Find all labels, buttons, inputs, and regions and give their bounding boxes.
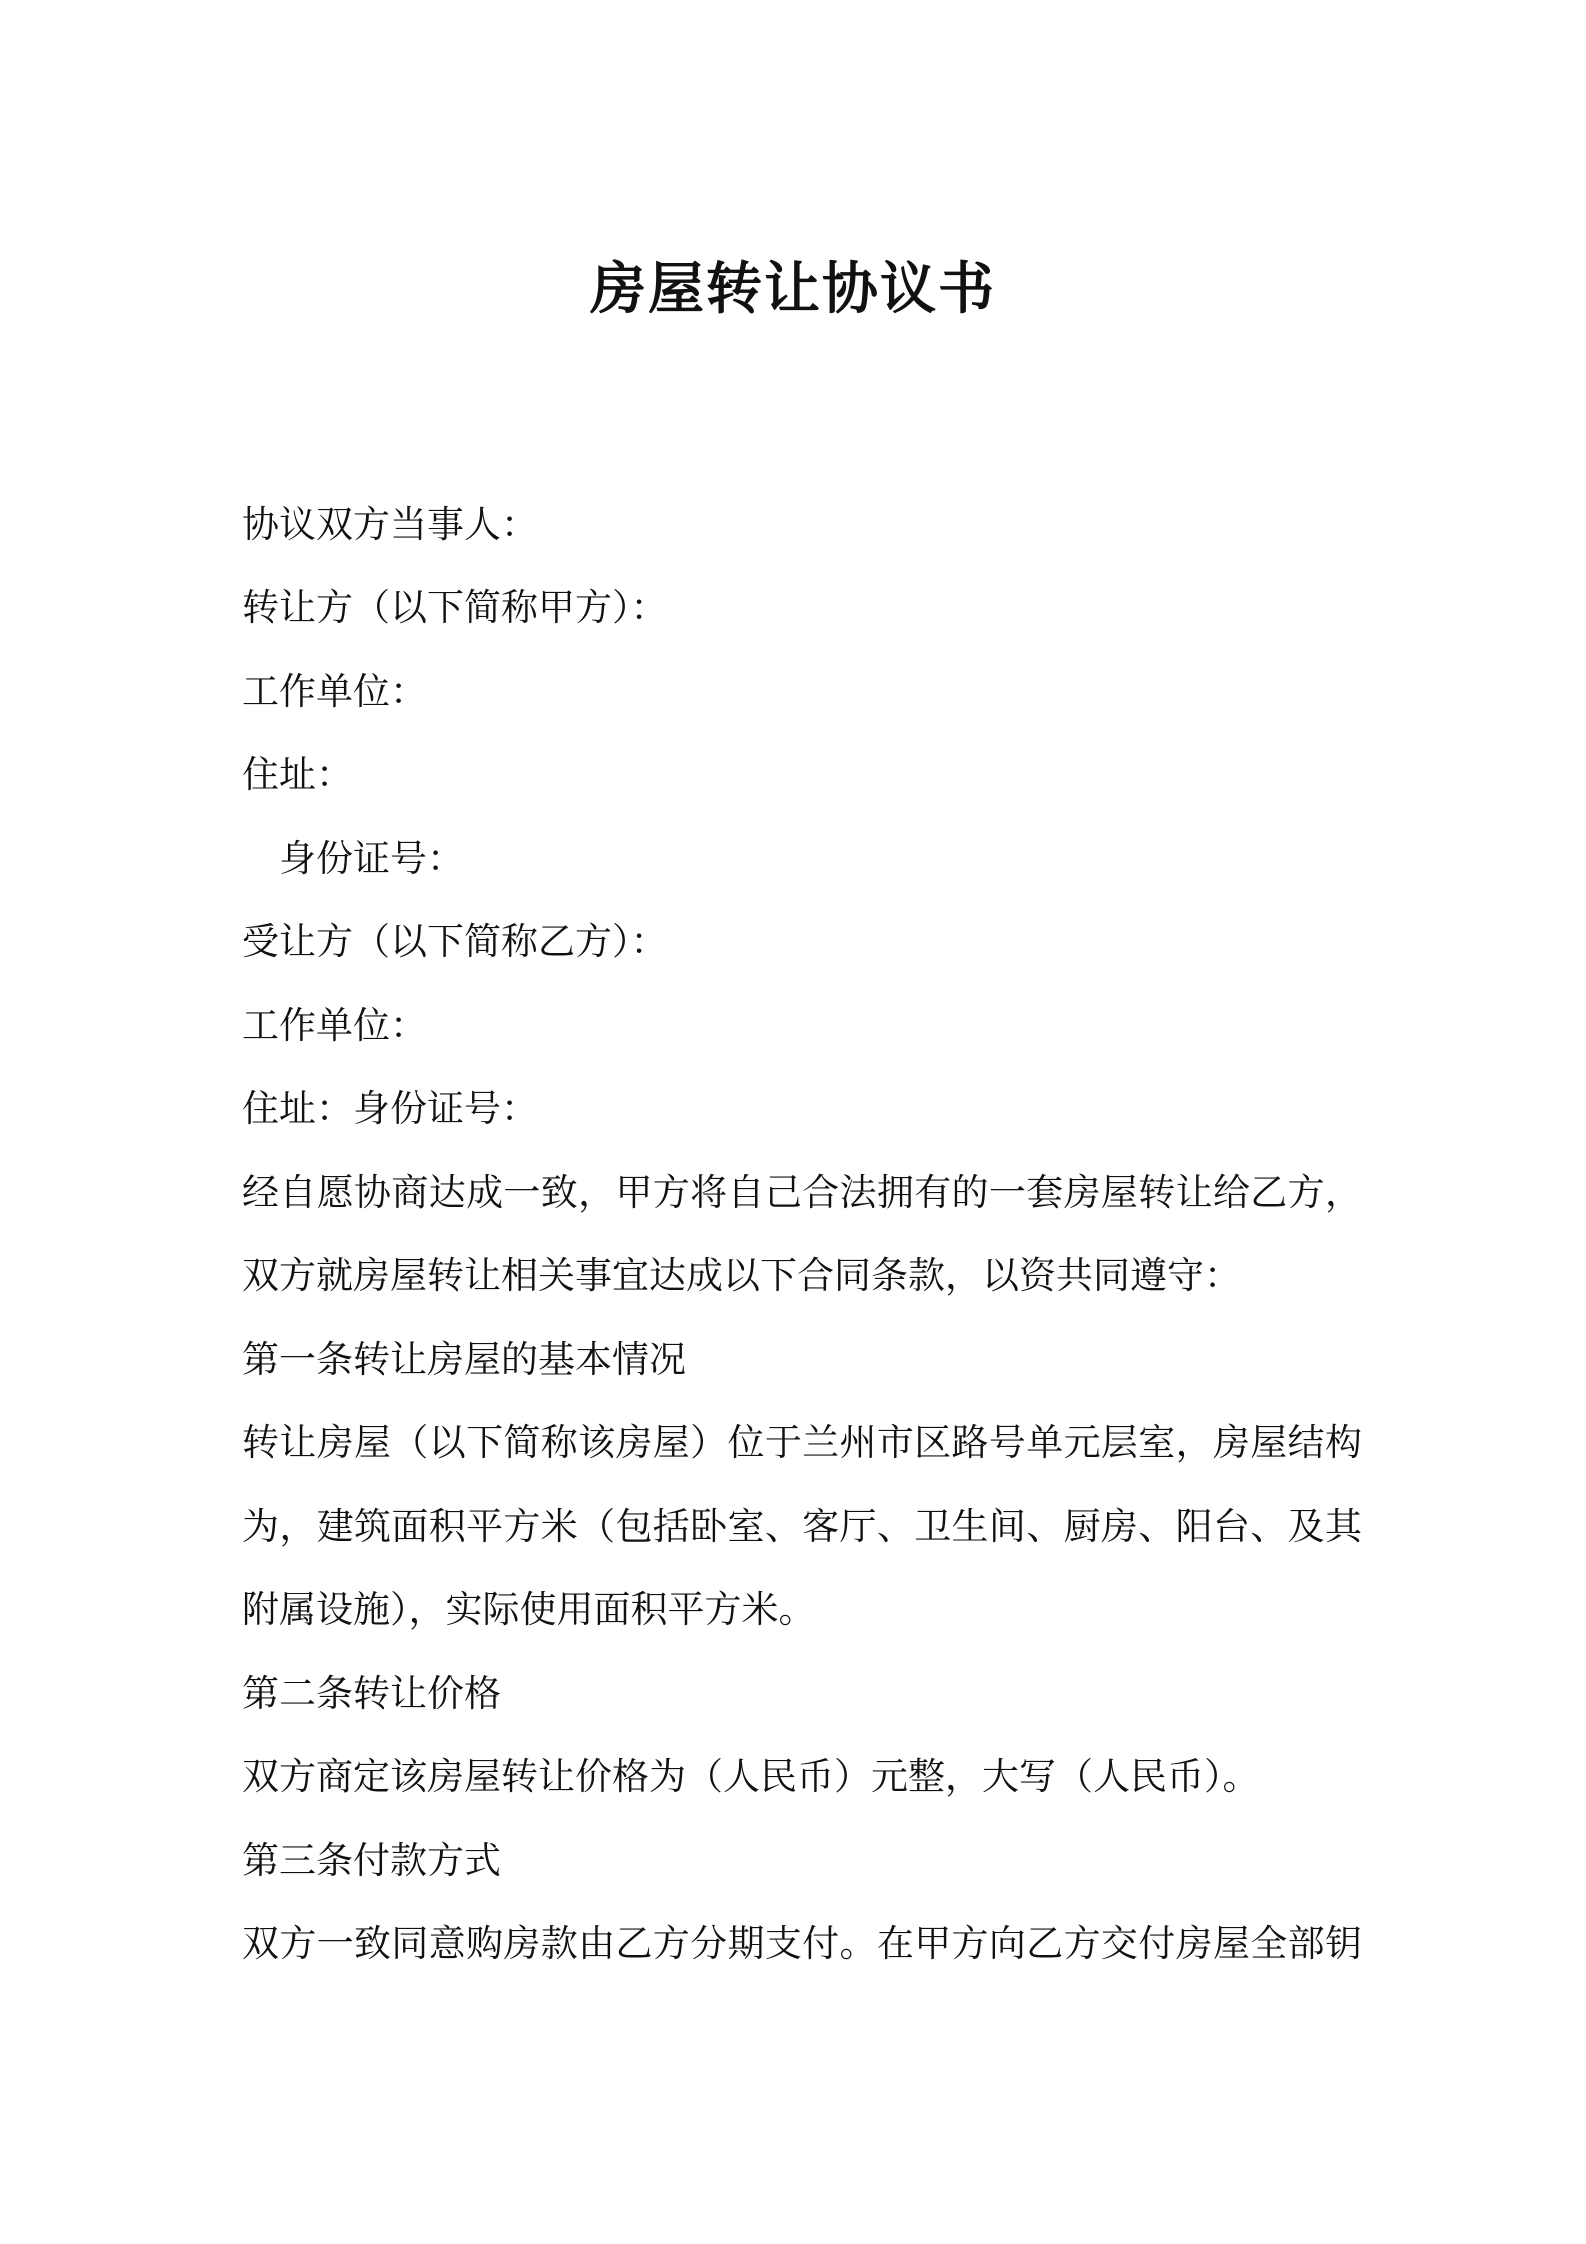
parties-heading: 协议双方当事人：	[242, 503, 538, 546]
article-2-heading: 第二条转让价格	[242, 1672, 501, 1715]
transferee-workplace-label: 工作单位：	[242, 1004, 427, 1047]
article-3-line-1: 双方一致同意购房款由乙方分期支付。在甲方向乙方交付房屋全部钥	[242, 1922, 1362, 1965]
transferor-id-label: 身份证号：	[279, 837, 464, 880]
article-1-line-3: 附属设施），实际使用面积平方米。	[242, 1588, 816, 1631]
article-1-heading: 第一条转让房屋的基本情况	[242, 1338, 686, 1381]
intro-paragraph-line-2: 双方就房屋转让相关事宜达成以下合同条款，以资共同遵守：	[242, 1254, 1241, 1297]
transferee-address-id-label: 住址：身份证号：	[242, 1087, 538, 1130]
transferee-label: 受让方（以下简称乙方）：	[242, 920, 668, 963]
document-title: 房屋转让协议书	[590, 257, 996, 322]
article-1-line-1: 转让房屋（以下简称该房屋）位于兰州市区路号单元层室，房屋结构	[242, 1421, 1362, 1464]
intro-paragraph-line-1: 经自愿协商达成一致，甲方将自己合法拥有的一套房屋转让给乙方，	[242, 1171, 1362, 1214]
transferor-workplace-label: 工作单位：	[242, 670, 427, 713]
article-1-line-2: 为，建筑面积平方米（包括卧室、客厅、卫生间、厨房、阳台、及其	[242, 1505, 1362, 1548]
transferor-address-label: 住址：	[242, 753, 353, 796]
article-2-line-1: 双方商定该房屋转让价格为（人民币）元整，大写（人民币）。	[242, 1755, 1260, 1798]
article-3-heading: 第三条付款方式	[242, 1839, 501, 1882]
transferor-label: 转让方（以下简称甲方）：	[242, 586, 668, 629]
